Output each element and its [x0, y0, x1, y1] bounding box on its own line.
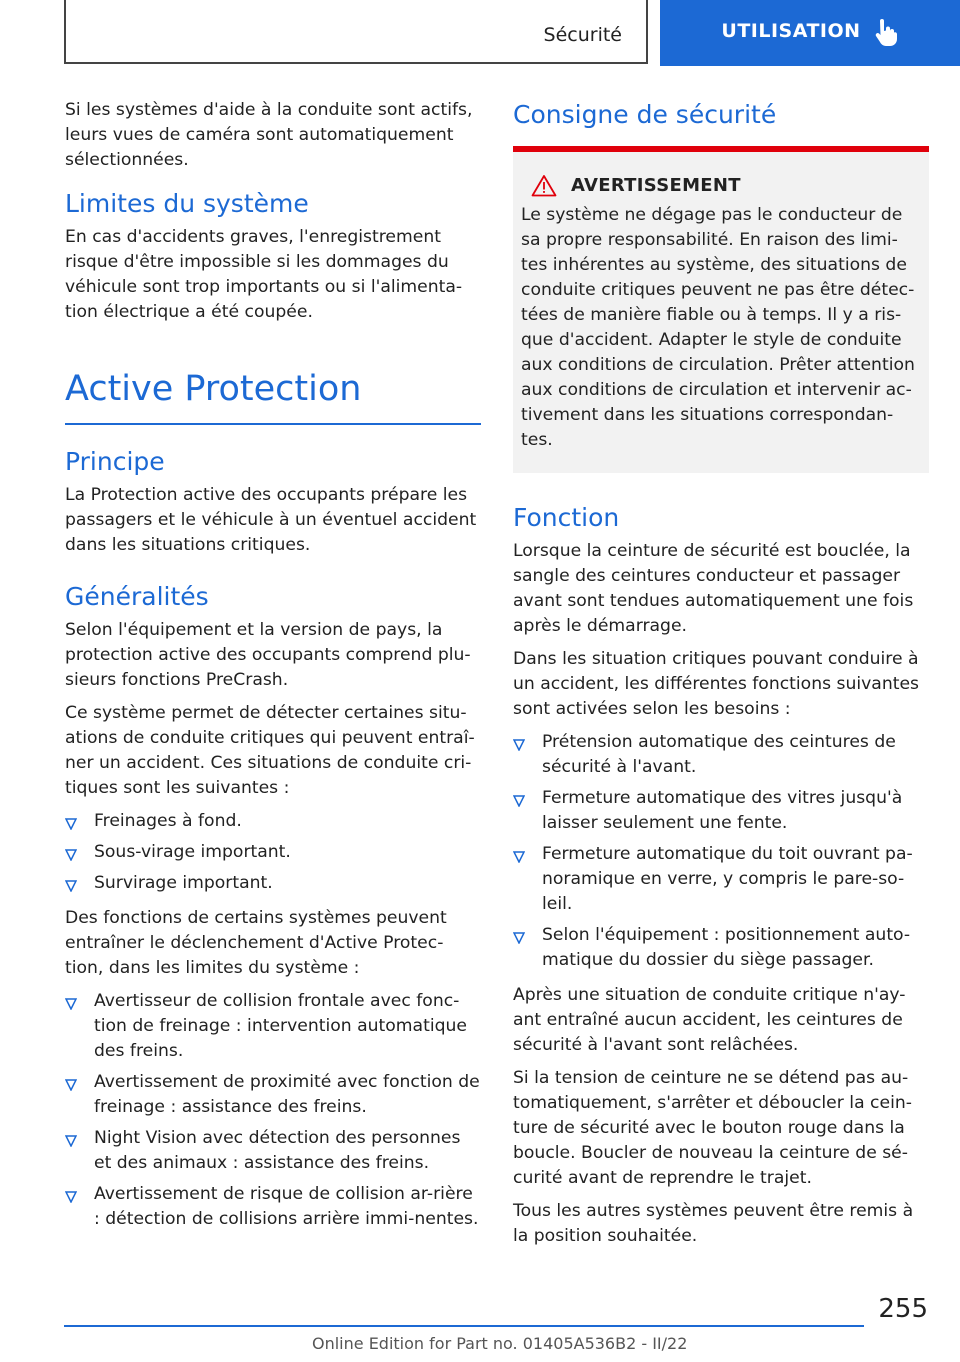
- generalites-paragraph-1: Selon l'équipement et la version de pays, la protection active des occupants comprend plu-sieurs fonctions PreCrash.: [65, 620, 471, 690]
- fonction-paragraph-1: Lorsque la ceinture de sécurité est bouclée, la sangle des ceintures conducteur et passager avant sont tendues automatiquement une fois après le démarrage.: [513, 541, 914, 636]
- list-item: [65, 1070, 481, 1120]
- systems-list: [65, 989, 481, 1232]
- triangle-bullet-icon: [65, 849, 77, 861]
- heading-principe: Principe: [65, 447, 165, 476]
- warning-title: AVERTISSEMENT: [571, 175, 741, 196]
- situations-list: [65, 809, 481, 896]
- triangle-bullet-icon: [513, 932, 525, 944]
- warning-box: [513, 146, 929, 473]
- list-item-text: Fermeture automatique du toit ouvrant pa-noramique en verre, y compris le pare-so-leil.: [542, 844, 913, 914]
- list-item-text: Avertisseur de collision frontale avec fonc-tion de freinage : intervention automatique des freins.: [94, 991, 467, 1061]
- triangle-bullet-icon: [65, 880, 77, 892]
- warning-triangle-icon: [531, 174, 557, 197]
- warning-header: [521, 174, 921, 197]
- warning-text: Le système ne dégage pas le conducteur de sa propre responsabilité. En raison des limi-tes inhérentes au système, des situations de conduite critiques peuvent ne pas être détec-tées de manière fiable ou à temps. Il y a ris-que d'accident. Adapter le style de conduite aux conditions de circulation. Prêter attention aux conditions de circulation et intervenir ac-tivement dans les situations correspondan-tes.: [521, 205, 915, 450]
- list-item: [65, 840, 481, 865]
- heading-active-protection: Active Protection: [65, 369, 362, 409]
- header-section-box: [64, 0, 648, 64]
- list-item-text: Survirage important.: [94, 873, 273, 893]
- triangle-bullet-icon: [513, 795, 525, 807]
- triangle-bullet-icon: [65, 818, 77, 830]
- fonction-paragraph-4: Si la tension de ceinture ne se détend pas au-tomatiquement, s'arrêter et déboucler la cein-ture de sécurité avec le bouton rouge dans la boucle. Boucler de nouveau la ceinture de sé-curité avant de reprendre le trajet.: [513, 1068, 912, 1188]
- limites-paragraph: En cas d'accidents graves, l'enregistrement risque d'être impossible si les dommages du véhicule sont trop importants ou si l'alimenta-tion électrique a été coupée.: [65, 227, 463, 322]
- principe-paragraph: La Protection active des occupants prépare les passagers et le véhicule à un éventuel accident dans les situations critiques.: [65, 485, 477, 555]
- generalites-paragraph-3: Des fonctions de certains systèmes peuvent entraîner le déclenchement d'Active Protec-tion, dans les limites du système :: [65, 908, 447, 978]
- heading-rule: [65, 423, 481, 425]
- list-item-text: Selon l'équipement : positionnement auto-matique du dossier du siège passager.: [542, 925, 911, 970]
- list-item: [65, 871, 481, 896]
- fonction-paragraph-3: Après une situation de conduite critique n'ay-ant entraîné aucun accident, les ceintures de sécurité à l'avant sont relâchées.: [513, 985, 906, 1055]
- heading-generalites: Généralités: [65, 582, 209, 611]
- left-column: [65, 98, 481, 1242]
- list-item: [513, 923, 929, 973]
- triangle-bullet-icon: [65, 1135, 77, 1147]
- hand-pointer-icon: [871, 18, 899, 48]
- heading-limites: Limites du système: [65, 189, 309, 218]
- list-item-text: Avertissement de risque de collision ar-rière : détection de collisions arrière immi-nentes.: [94, 1184, 479, 1229]
- triangle-bullet-icon: [513, 851, 525, 863]
- list-item-text: Prétension automatique des ceintures de sécurité à l'avant.: [542, 732, 896, 777]
- generalites-paragraph-2: Ce système permet de détecter certaines situ-ations de conduite critiques qui peuvent entraî-ner un accident. Ces situations de conduite cri-tiques sont les suivantes :: [65, 703, 475, 798]
- list-item: [513, 730, 929, 780]
- list-item: [65, 809, 481, 834]
- fonction-paragraph-2: Dans les situation critiques pouvant conduire à un accident, les différentes fonctions suivantes sont activées selon les besoins :: [513, 649, 919, 719]
- heading-fonction: Fonction: [513, 503, 620, 532]
- heading-consigne: Consigne de sécurité: [513, 100, 777, 129]
- tab-label: UTILISATION: [721, 20, 861, 42]
- right-column: [513, 98, 929, 1257]
- list-item: [65, 1182, 481, 1232]
- functions-list: [513, 730, 929, 973]
- list-item-text: Avertissement de proximité avec fonction de freinage : assistance des freins.: [94, 1072, 480, 1117]
- footer-edition-text: Online Edition for Part no. 01405A536B2 - II/22: [312, 1334, 688, 1353]
- triangle-bullet-icon: [513, 739, 525, 751]
- footer-rule: [64, 1325, 864, 1327]
- triangle-bullet-icon: [65, 998, 77, 1010]
- fonction-paragraph-5: Tous les autres systèmes peuvent être remis à la position souhaitée.: [513, 1201, 914, 1246]
- list-item: [65, 989, 481, 1064]
- triangle-bullet-icon: [65, 1079, 77, 1091]
- triangle-bullet-icon: [65, 1191, 77, 1203]
- utilisation-tab[interactable]: [660, 0, 960, 66]
- page-number: 255: [878, 1294, 928, 1324]
- list-item-text: Freinages à fond.: [94, 811, 242, 831]
- list-item: [65, 1126, 481, 1176]
- section-label: Sécurité: [543, 24, 622, 46]
- list-item-text: Fermeture automatique des vitres jusqu'à laisser seulement une fente.: [542, 788, 903, 833]
- list-item-text: Sous-virage important.: [94, 842, 291, 862]
- list-item: [513, 786, 929, 836]
- list-item-text: Night Vision avec détection des personnes et des animaux : assistance des freins.: [94, 1128, 461, 1173]
- intro-paragraph: Si les systèmes d'aide à la conduite sont actifs, leurs vues de caméra sont automatiquement sélectionnées.: [65, 100, 473, 170]
- list-item: [513, 842, 929, 917]
